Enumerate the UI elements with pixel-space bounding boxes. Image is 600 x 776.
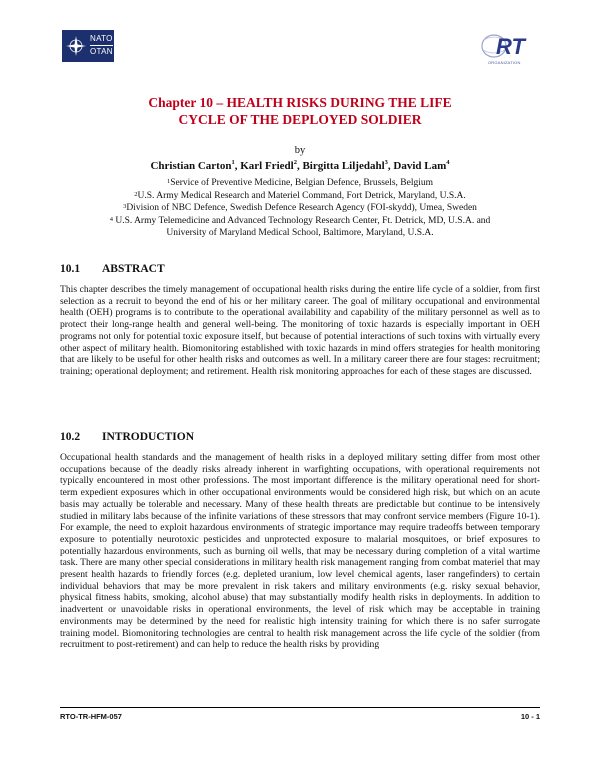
- nato-otan-logo: [62, 30, 114, 62]
- author-name: David Lam: [393, 160, 447, 172]
- affiliation: $^3$Division of NBC Defence, Swedish Defence Research Agency (FOI-skydd), Umea, Sweden: [123, 203, 477, 213]
- author-sup: 2: [293, 159, 297, 166]
- affiliation: University of Maryland Medical School, Baltimore, Maryland, U.S.A.: [166, 228, 434, 238]
- abstract-paragraph: This chapter describes the timely management of occupational health risks during the entire life cycle of a soldier, from first selection as a recruit to beyond the end of his or her military career. The goal of military occupational and environmental health (OEH) programs is to contribute to the operational availability and capability of the military personnel as well as to protect their long-range health and general well-being. The monitoring of toxic hazards is especially important in OEH programs not only for potential toxic exposure itself, but because of potential interactions of such toxins with virtually every other aspect of military health. Biomonitoring established with toxic hazards in mind offers strategies for health monitoring that are likely to be useful for other health risks and outcomes as well. In a military career there are four stages: recruitment; training; operational deployment; and retirement. Health risk monitoring approaches for each of these stages are discussed.: [60, 284, 540, 377]
- svg-text:RT: RT: [496, 34, 525, 59]
- affiliation: $^1$Service of Preventive Medicine, Belgian Defence, Brussels, Belgium: [166, 178, 433, 188]
- footer-rule: [60, 707, 540, 708]
- section-heading-abstract: [60, 263, 165, 275]
- section-title: INTRODUCTION: [102, 431, 195, 443]
- chapter-title-line-1: Chapter 10 – HEALTH RISKS DURING THE LIFE: [148, 95, 452, 110]
- section-number: 10.1: [60, 263, 81, 275]
- introduction-paragraph: Occupational health standards and the management of health risks in a deployed military setting differ from most other occupations because of the deadly risks already inherent in warfighting occupations, with operational requirements not typically encountered in most other professions. The most important difference is the military operational need for short-term expedient exposures which in other occupational environments would be considered high risk, but which on an acute basis may actually be tolerable and necessary. Many of these health threats are predictable but continue to be intensively studied in military labs because of the infinite variations of these stressors that may confront service members (Figure 10-1). For example, the need to exploit hazardous environments of strategic importance may require tradeoffs between temporary exposure to potentially neurotoxic pesticides and unprotected exposure to malarial mosquitoes, or brief exposures to potentially hazardous environments, such as burning oil wells, that may be necessary during completion of a vital wartime task. There are many other special considerations in military health risk management ranging from combat materiel that may present health hazards to friendly forces (e.g. depleted uranium, low level chemical agents, laser rangefinders) to certain individual behaviors that may be more prevalent in risk takers and military environments (e.g. risky sexual behavior, physical fitness habits, smoking, alcohol abuse) that may substantially modify health risks in deployments. In addition to inadvertent or unavoidable risks in operational environments, the level of risk which may be acceptable in training environments may be determined by the need for realistic high intensity training for which there is no safer surrogate training model. Biomonitoring technologies are central to health risk management across the life cycle of the soldier (from recruitment to post-retirement) and can help to reduce the health risks by providing: [60, 452, 540, 651]
- author-name: Birgitta Liljedahl: [302, 160, 385, 172]
- affiliation: $^2$U.S. Army Medical Research and Materiel Command, Fort Detrick, Maryland, U.S.A.: [134, 190, 466, 201]
- author-name: Karl Friedl: [240, 160, 294, 172]
- author-sup: 4: [446, 159, 450, 166]
- footer-page-number: 10 - 1: [520, 712, 540, 721]
- chapter-title-line-2: CYCLE OF THE DEPLOYED SOLDIER: [178, 112, 422, 127]
- chapter-title: [60, 94, 540, 128]
- nato-logo-text: NATO: [90, 33, 113, 46]
- affiliation-list: [40, 177, 560, 240]
- affiliation: $^4$ U.S. Army Telemedicine and Advanced Technology Research Center, Ft. Detrick, MD, U.S.A. and: [109, 215, 491, 226]
- author-sup: 1: [231, 159, 235, 166]
- compass-star-icon: [66, 36, 86, 56]
- otan-logo-text: OTAN: [90, 47, 113, 56]
- section-title: ABSTRACT: [102, 263, 165, 275]
- author-name: Christian Carton: [150, 160, 232, 172]
- author-list: Christian Carton$^1$, Karl Friedl$^2$, Birgitta Liljedahl$^3$, David Lam$^4$: [150, 159, 450, 172]
- author-sup: 3: [384, 159, 388, 166]
- rto-logo-subtext: ORGANIZATION: [488, 60, 521, 65]
- byline: by: [294, 145, 306, 156]
- section-number: 10.2: [60, 431, 81, 443]
- section-heading-introduction: [60, 431, 194, 443]
- footer-document-id: RTO-TR-HFM-057: [60, 712, 122, 721]
